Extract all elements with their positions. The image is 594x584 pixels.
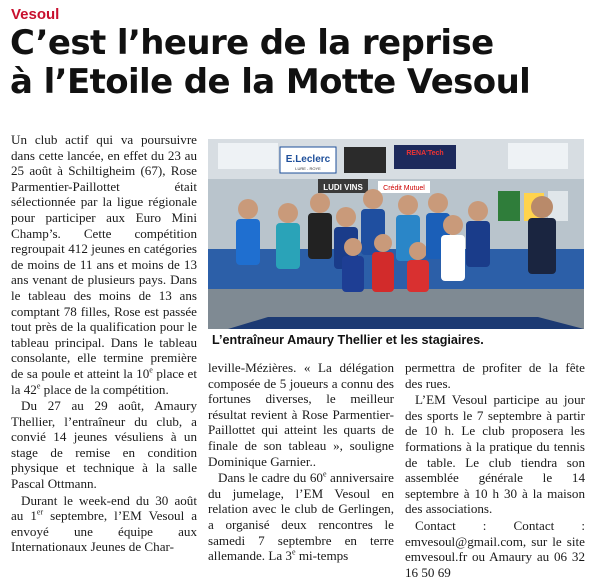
col1-paragraph-3: Durant le week-end du 30 août au 1er septembre, l’EM Vesoul a envoyé une équipe aux Internationaux Jeunes de Char- (11, 492, 198, 555)
sign-credit: Crédit Mutuel (383, 185, 425, 192)
article-column-2 (208, 360, 394, 564)
col3-paragraph-1: permettra de profiter de la fête des rues. (405, 360, 585, 391)
col2-paragraph-2: Dans le cadre du 60e anniversaire du jumelage, l’EM Vesoul en relation avec le club de Gerlingen, a organisé deux rencontres le samedi 7 septembre en terre allemande. La 3e mi-temps (208, 469, 394, 564)
headline (10, 24, 590, 102)
col1-paragraph-2: Du 27 au 29 août, Amaury Thellier, l’entraîneur du club, a convié 14 jeunes vésuliens à un stage de remise en condition physique et technique à la salle Pascal Ottmann. (11, 398, 197, 492)
photo-caption: L’entraîneur Amaury Thellier et les stagiaires. (212, 333, 484, 347)
col3-paragraph-2: L’EM Vesoul participe au jour des sports le 7 septembre à partir de 10 h. Le club proposera les formations à la pratique du tennis de table. Le club tiendra son assemblée générale le 14 septembre à 10 h 30 à la maison des associations. (405, 392, 585, 517)
sign-leclerc-sub: LURE - ROYE (295, 166, 321, 171)
headline-line-1: C’est l’heure de la reprise (10, 23, 494, 63)
sign-renatech: RENA'Tech (406, 150, 444, 157)
section-label: Vesoul (11, 6, 60, 23)
headline-line-2: à l’Etoile de la Motte Vesoul (10, 62, 531, 102)
col2-paragraph-1: leville-Mézières. « La délégation composée de 5 joueurs a connu des fortunes diverses, le meilleur résultat revient à Rose Parmentier-Paillottet qui atteint les quarts de finale de son tableau », souligne Dominique Garnier.. (208, 360, 394, 469)
contact-info: Contact : Contact : emvesoul@gmail.com, sur le site emvesoul.fr ou Amaury au 06 32 16 50 69 (405, 517, 585, 580)
col1-paragraph-1: Un club actif qui va poursuivre dans cette lancée, en effet du 23 au 25 août à Schiltigheim (67), Rose Parmentier-Paillottet était sélectionnée par la ligue régionale pour participer aux Euro Mini Champ’s. Cette compétition regroupait 412 jeunes en catégories de moins de 11 ans et moins de 13 ans venant de plusieurs pays. Dans le tableau des moins de 13 ans comptant 78 filles, Rose est passée tout près de la qualification pour le tableau principal. Dans le tableau consolante, elle termine première de sa poule et atteint la 10e place et la 42e place de la compétition. (11, 132, 197, 397)
article-column-1 (11, 132, 197, 555)
article-column-3 (405, 360, 585, 580)
sign-ludi: LUDI VINS (323, 183, 363, 192)
sign-leclerc: E.Leclerc (285, 154, 331, 165)
article-photo (208, 139, 584, 329)
